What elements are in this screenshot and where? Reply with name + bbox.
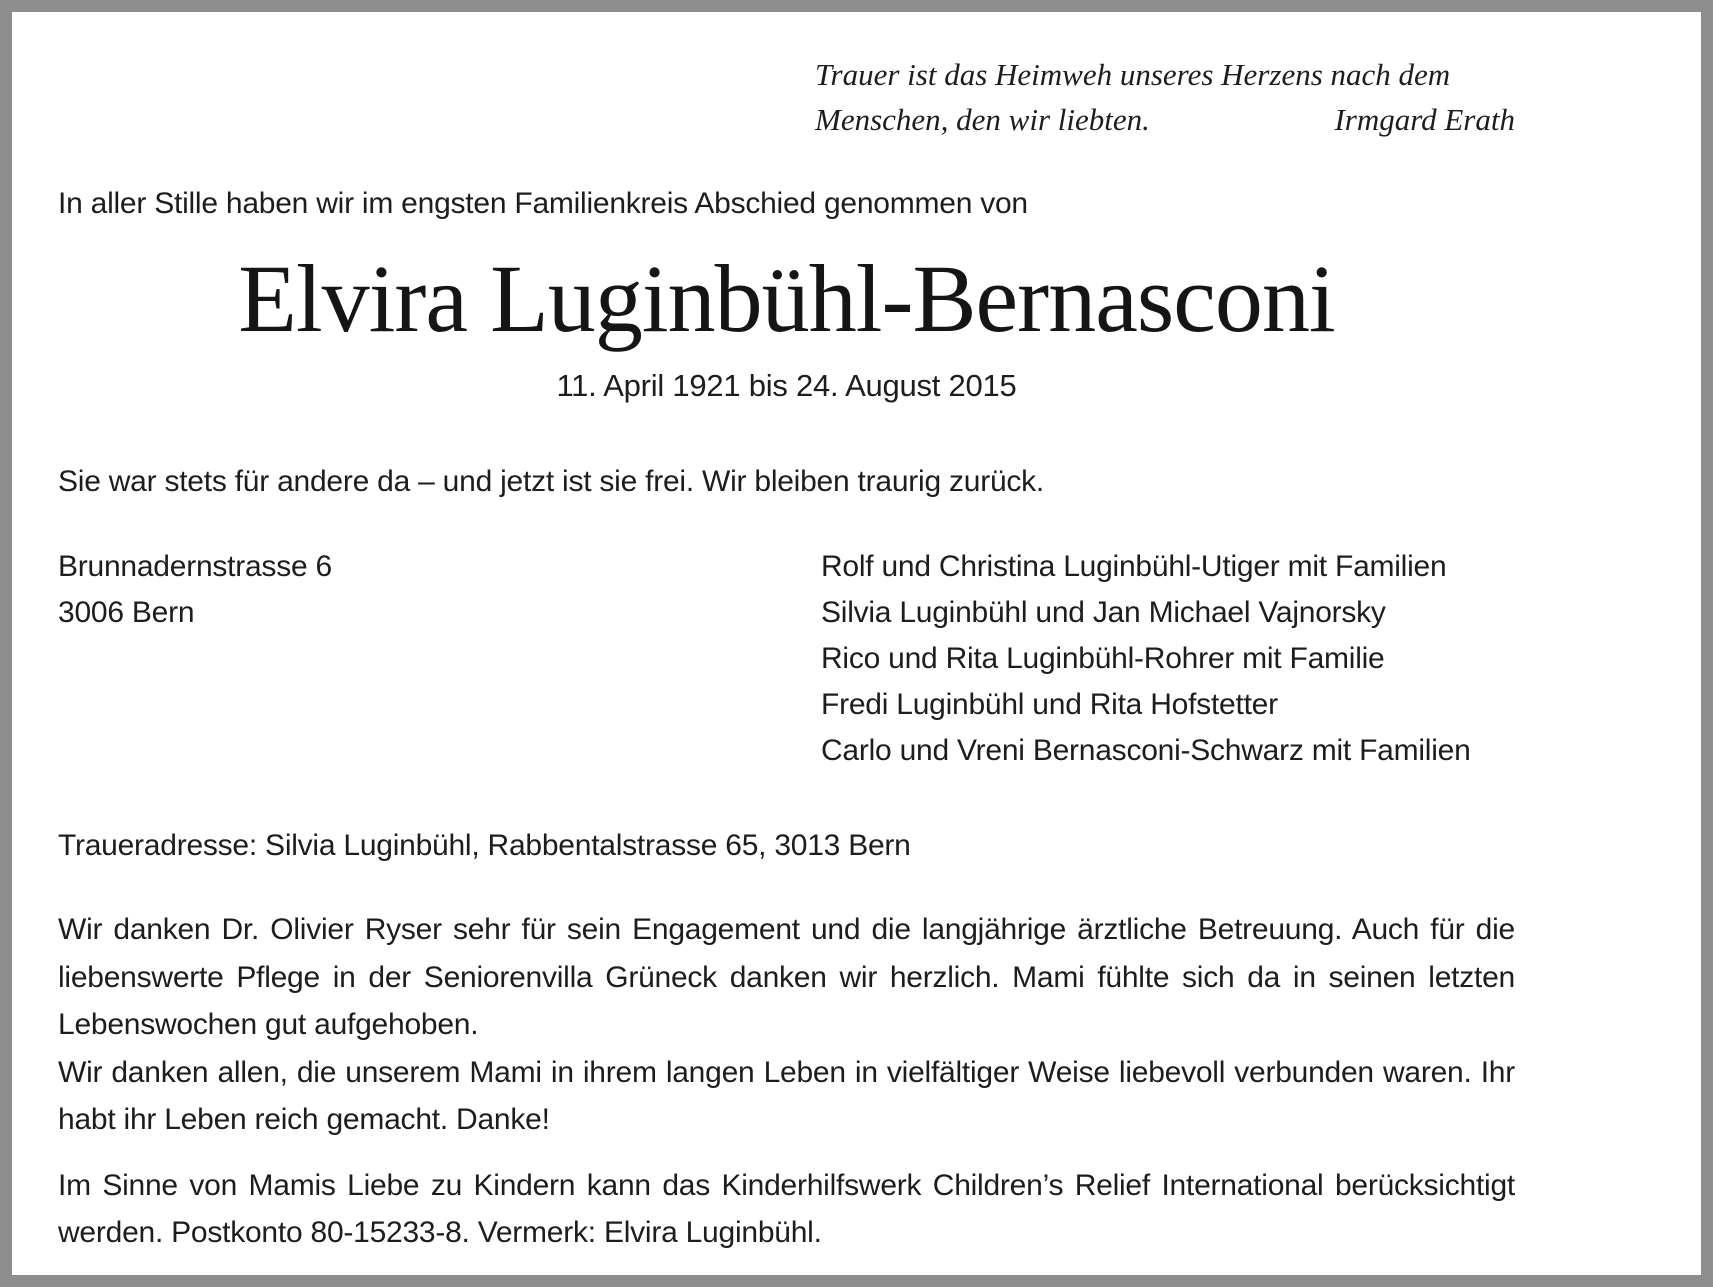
thanks-paragraph-1: Wir danken Dr. Olivier Ryser sehr für sein Engagement und die langjährige ärztliche Betreuung. Auch für die liebenswerte Pflege in der Seniorenvilla Grüneck danken wir herzlich. Mami fühlte sich da in seinen letzten Lebenswochen gut aufgehoben. <box>58 913 1515 1041</box>
home-address <box>58 544 821 774</box>
quote-text: Menschen, den wir liebten. <box>815 102 1150 137</box>
life-dates: 11. April 1921 bis 24. August 2015 <box>556 368 1017 403</box>
deceased-name: Elvira Luginbühl-Bernasconi <box>238 245 1335 352</box>
quote-line-2 <box>815 97 1515 142</box>
address-family-block <box>58 544 1515 774</box>
epitaph-line: Sie war stets für andere da – und jetzt ist sie frei. Wir bleiben traurig zurück. <box>58 465 1045 498</box>
address-city: 3006 Bern <box>58 596 195 629</box>
family-member-line: Rico und Rita Luginbühl-Rohrer mit Familie <box>821 642 1385 675</box>
donation-paragraph: Im Sinne von Mamis Liebe zu Kindern kann das Kinderhilfswerk Children’s Relief International berücksichtigt werden. Postkonto 80-15233-8. Vermerk: Elvira Luginbühl. <box>58 1168 1515 1249</box>
quote-attribution: Irmgard Erath <box>1334 102 1515 137</box>
memorial-quote <box>815 52 1515 142</box>
family-member-line: Silvia Luginbühl und Jan Michael Vajnorsky <box>821 596 1386 629</box>
thanks-paragraph-2: Wir danken allen, die unserem Mami in ihrem langen Leben in vielfältiger Weise liebevoll verbunden waren. Ihr habt ihr Leben reich gemacht. Danke! <box>58 1055 1515 1136</box>
intro-line: In aller Stille haben wir im engsten Familienkreis Abschied genommen von <box>58 187 1028 220</box>
family-member-line: Fredi Luginbühl und Rita Hofstetter <box>821 688 1278 721</box>
mourning-address-line: Traueradresse: Silvia Luginbühl, Rabbentalstrasse 65, 3013 Bern <box>58 829 911 862</box>
family-list <box>821 544 1515 774</box>
address-street: Brunnadernstrasse 6 <box>58 550 332 583</box>
quote-line-1: Trauer ist das Heimweh unseres Herzens nach dem <box>815 57 1451 92</box>
notice-content <box>12 12 1701 1275</box>
family-member-line: Carlo und Vreni Bernasconi-Schwarz mit Familien <box>821 734 1471 767</box>
family-member-line: Rolf und Christina Luginbühl-Utiger mit Familien <box>821 550 1447 583</box>
